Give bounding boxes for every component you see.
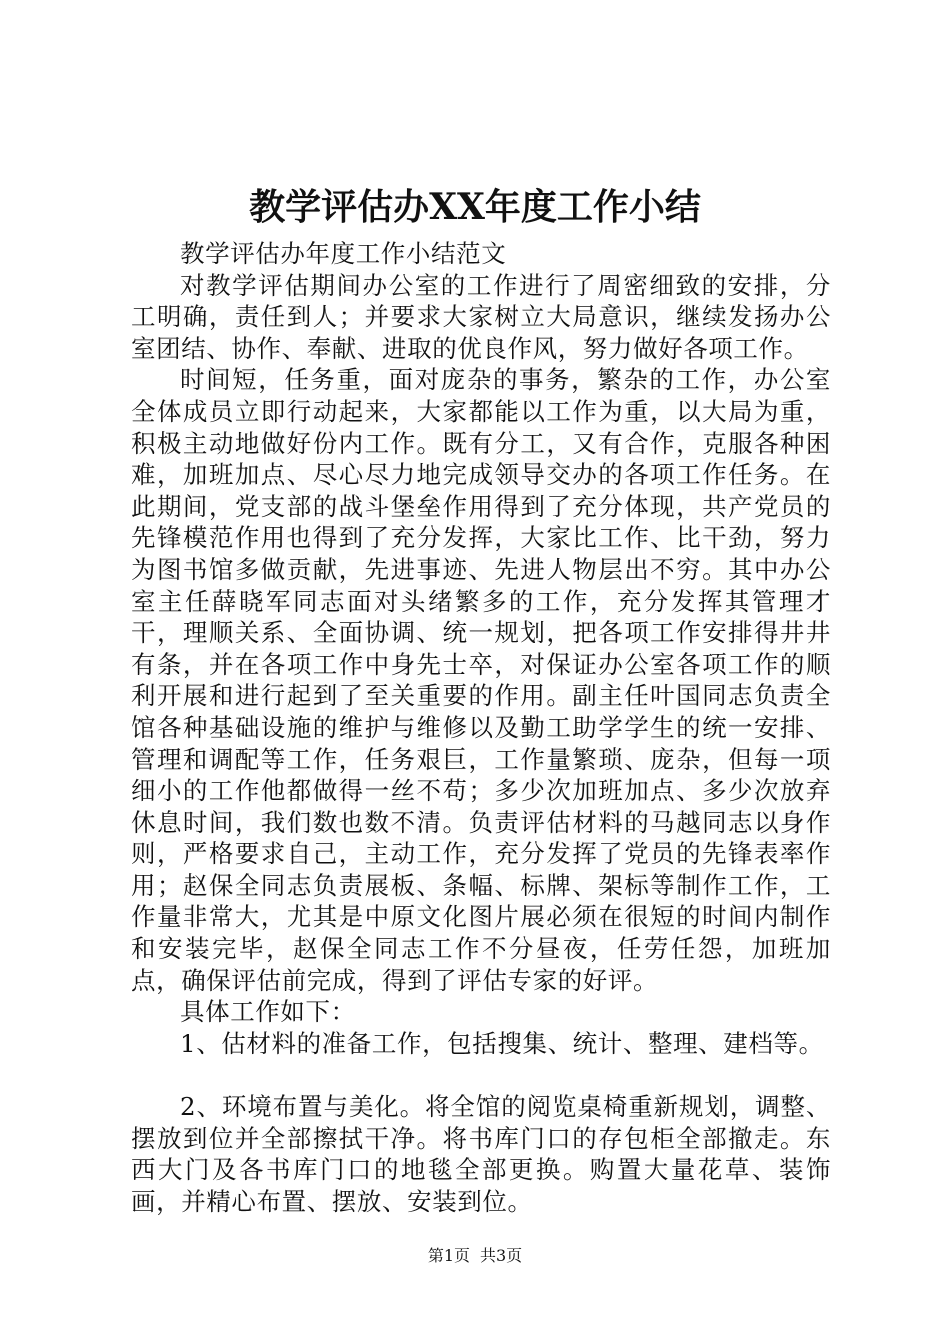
paragraph-work-heading: 具体工作如下： bbox=[180, 997, 356, 1027]
document-title: 教学评估办XX年度工作小结 bbox=[249, 186, 701, 228]
page-total: 共3页 bbox=[480, 1246, 523, 1265]
paragraph-subtitle: 教学评估办年度工作小结范文 bbox=[180, 239, 507, 268]
paragraph-item-2: 2、环境布置与美化。将全馆的阅览桌椅重新规划，调整、摆放到位并全部擦拭干净。将书库门口的存包柜全部撤走。东西大门及各书库门口的地毯全部更换。购置大量花草、装饰画，并精心布置、摆放、安装到位。 bbox=[131, 1092, 831, 1216]
paragraph-intro: 对教学评估期间办公室的工作进行了周密细致的安排，分工明确，责任到人；并要求大家树立大局意识，继续发扬办公室团结、协作、奉献、进取的优良作风，努力做好各项工作。 bbox=[131, 270, 831, 363]
paragraph-main: 时间短，任务重，面对庞杂的事务，繁杂的工作，办公室全体成员立即行动起来，大家都能以工作为重，以大局为重，积极主动地做好份内工作。既有分工，又有合作，克服各种困难，加班加点、尽心尽力地完成领导交办的各项工作任务。在此期间，党支部的战斗堡垒作用得到了充分体现，共产党员的先锋模范作用也得到了充分发挥，大家比工作、比干劲，努力为图书馆多做贡献，先进事迹、先进人物层出不穷。其中办公室主任薛晓军同志面对头绪繁多的工作，充分发挥其管理才干，理顺关系、全面协调、统一规划，把各项工作安排得井井有条，并在各项工作中身先士卒，对保证办公室各项工作的顺利开展和进行起到了至关重要的作用。副主任叶国同志负责全馆各种基础设施的维护与维修以及勤工助学学生的统一安排、管理和调配等工作，任务艰巨，工作量繁琐、庞杂，但每一项细小的工作他都做得一丝不苟；多少次加班加点、多少次放弃休息时间，我们数也数不清。负责评估材料的马越同志以身作则，严格要求自己，主动工作，充分发挥了党员的先锋表率作用；赵保全同志负责展板、条幅、标牌、架标等制作工作，工作量非常大，尤其是中原文化图片展必须在很短的时间内制作和安装完毕，赵保全同志工作不分昼夜，任劳任怨，加班加点，确保评估前完成，得到了评估专家的好评。 bbox=[131, 365, 831, 995]
page-number: 第1页 bbox=[427, 1246, 470, 1265]
document-body bbox=[131, 238, 831, 1217]
page-footer bbox=[0, 1244, 950, 1268]
paragraph-item-1: 1、估材料的准备工作，包括搜集、统计、整理、建档等。 bbox=[180, 1028, 824, 1058]
